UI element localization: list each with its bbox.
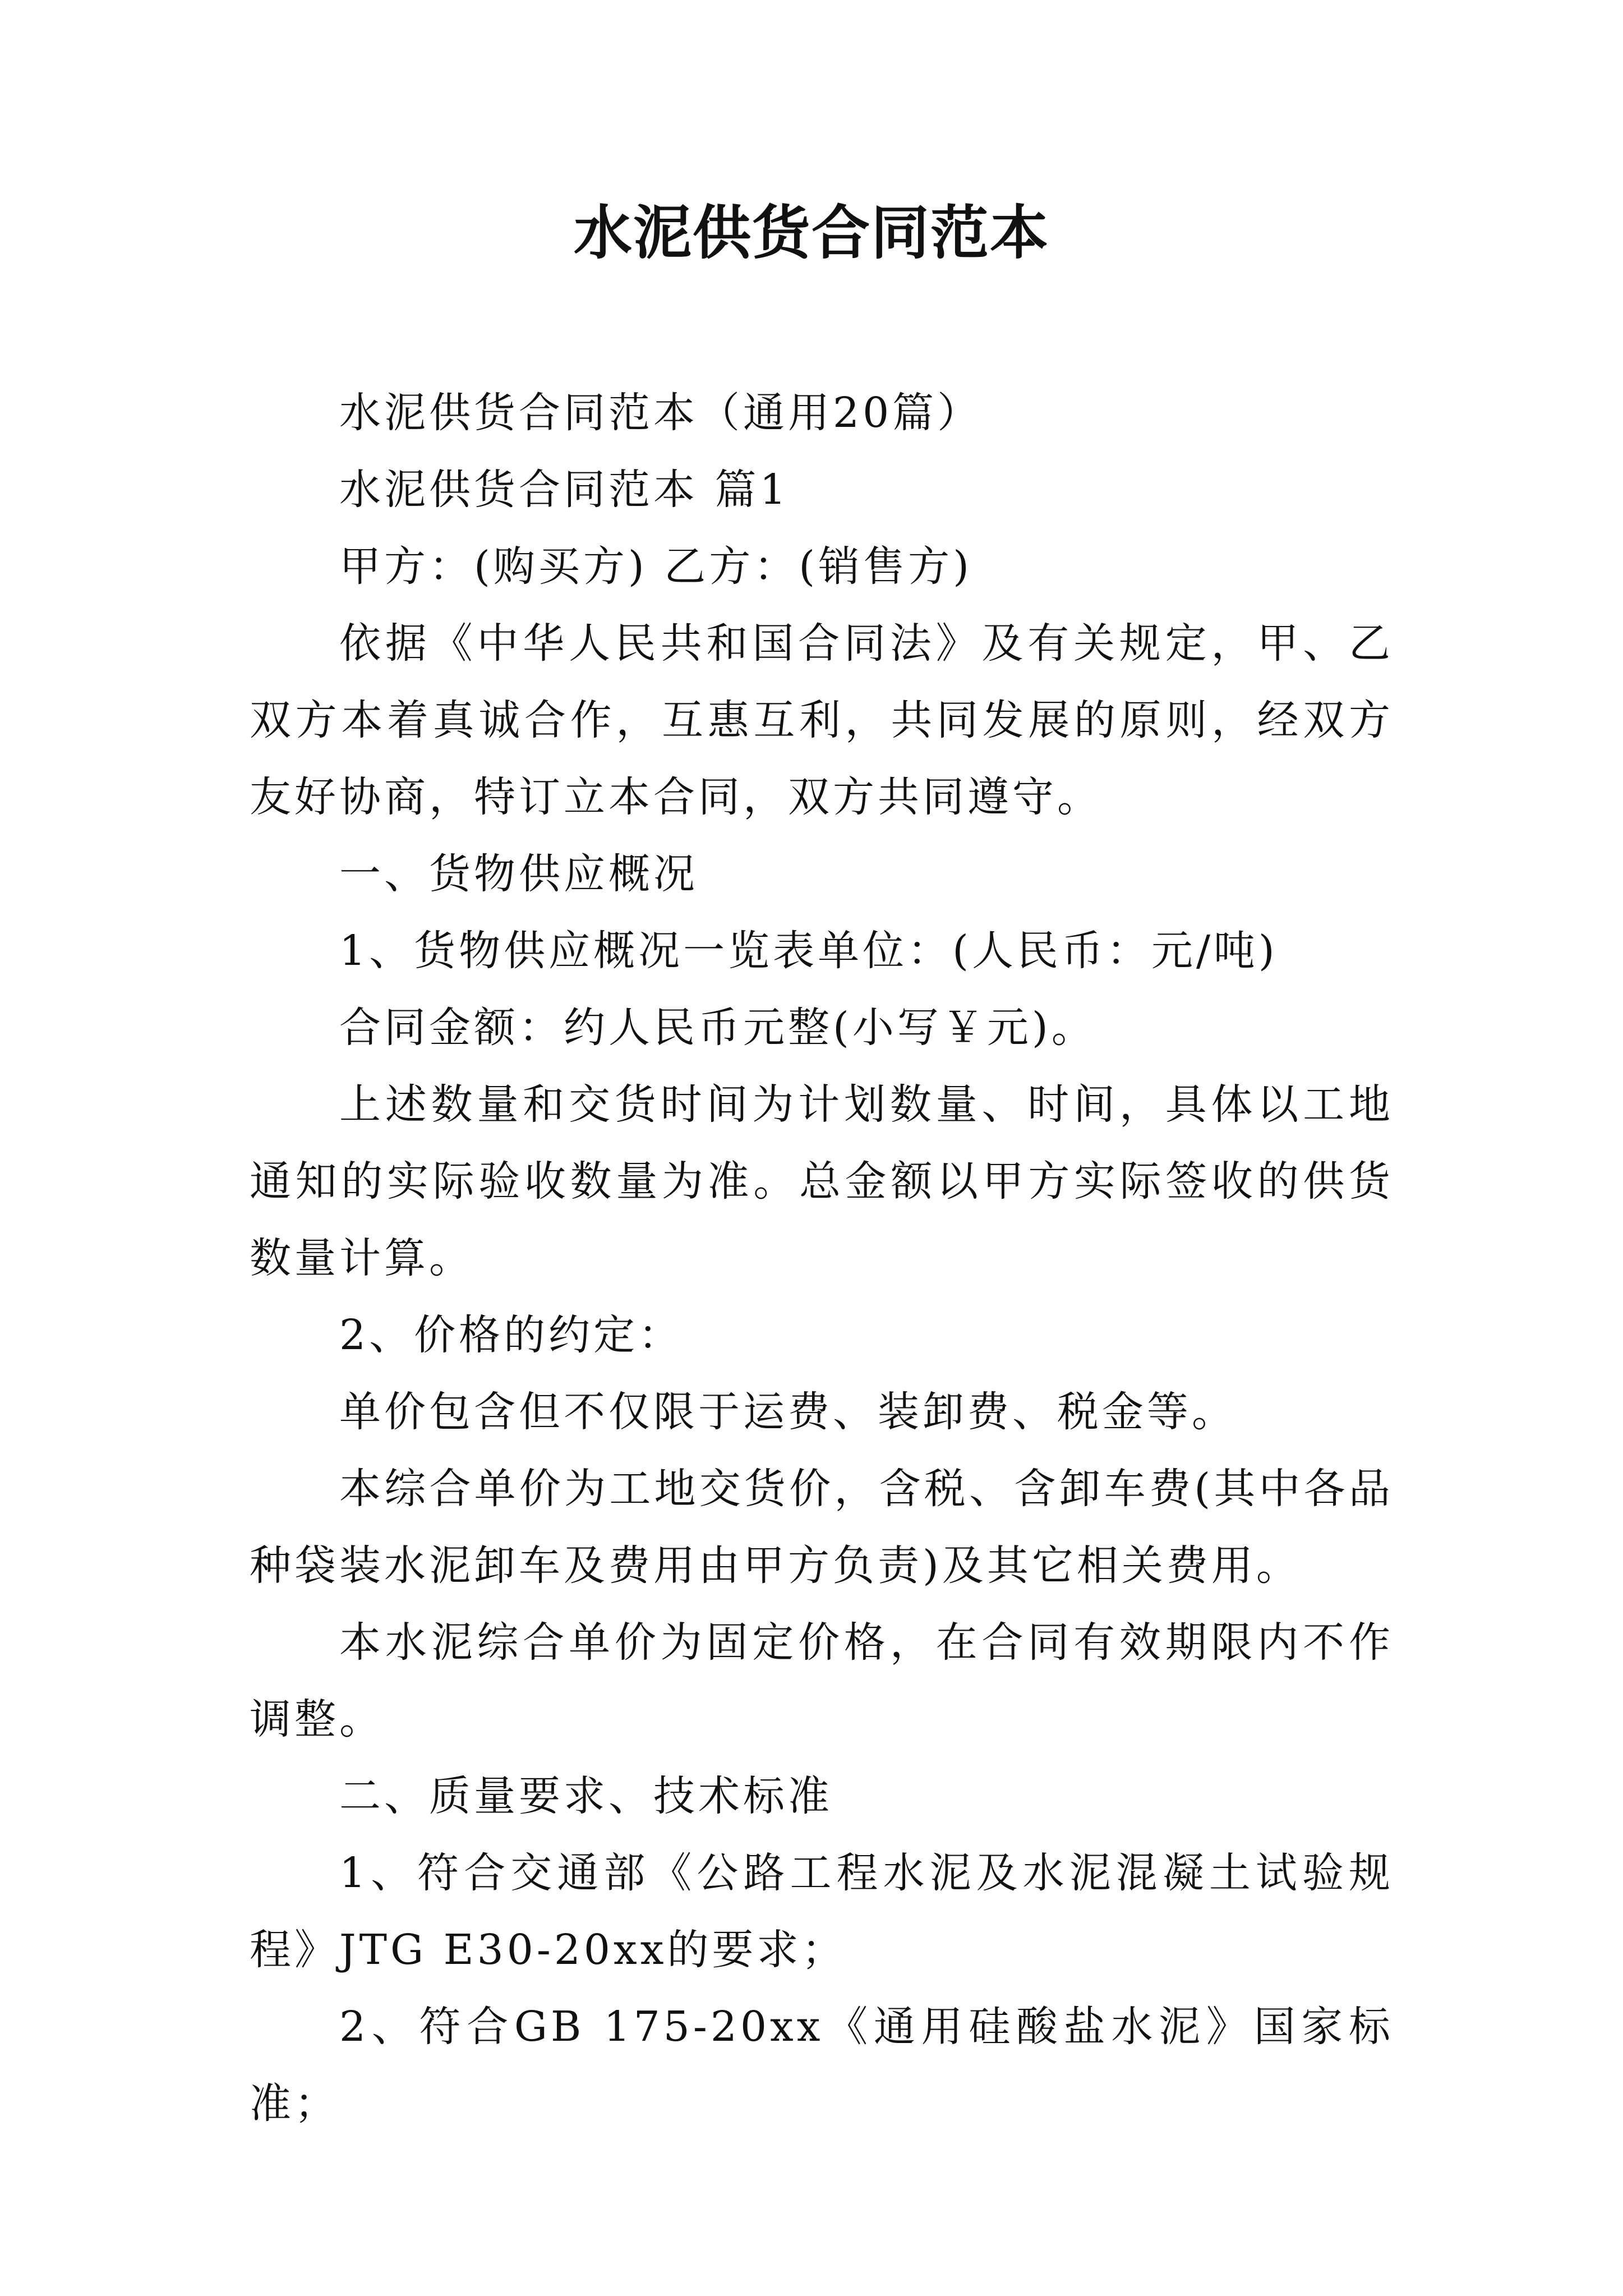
paragraph-clause: 合同金额：约人民币元整(小写￥元)。 <box>339 1004 1096 1052</box>
paragraph-clause: 本水泥综合单价为固定价格，在合同有效期限内不作调整。 <box>250 1618 1394 1743</box>
document-body <box>250 375 1394 2142</box>
paragraph-clause: 上述数量和交货时间为计划数量、时间，具体以工地通知的实际验收数量为准。总金额以甲方实际签收的供货数量计算。 <box>250 1080 1394 1282</box>
paragraph-clause: 单价包含但不仅限于运费、装卸费、税金等。 <box>339 1388 1237 1436</box>
paragraph-subtitle: 水泥供货合同范本（通用20篇） <box>339 389 983 437</box>
paragraph-clause: 2、价格的约定： <box>339 1311 684 1359</box>
paragraph-preamble: 依据《中华人民共和国合同法》及有关规定，甲、乙双方本着真诚合作，互惠互利，共同发展的原则，经双方友好协商，特订立本合同，双方共同遵守。 <box>250 619 1394 821</box>
paragraph-section-heading: 水泥供货合同范本 篇1 <box>339 466 790 514</box>
paragraph-clause: 1、符合交通部《公路工程水泥及水泥混凝土试验规程》JTG E30-20xx的要求； <box>250 1849 1394 1974</box>
paragraph-parties: 甲方：(购买方) 乙方：(销售方) <box>339 542 973 591</box>
paragraph-heading-2: 二、质量要求、技术标准 <box>339 1772 833 1820</box>
paragraph-clause: 2、符合GB 175-20xx《通用硅酸盐水泥》国家标准； <box>250 2003 1394 2128</box>
paragraph-clause: 本综合单价为工地交货价，含税、含卸车费(其中各品种袋装水泥卸车及费用由甲方负责)及其它相关费用。 <box>250 1465 1394 1590</box>
paragraph-clause: 1、货物供应概况一览表单位：(人民币：元/吨) <box>339 927 1278 975</box>
paragraph-heading-1: 一、货物供应概况 <box>339 850 698 898</box>
document-title: 水泥供货合同范本 <box>573 198 1049 267</box>
